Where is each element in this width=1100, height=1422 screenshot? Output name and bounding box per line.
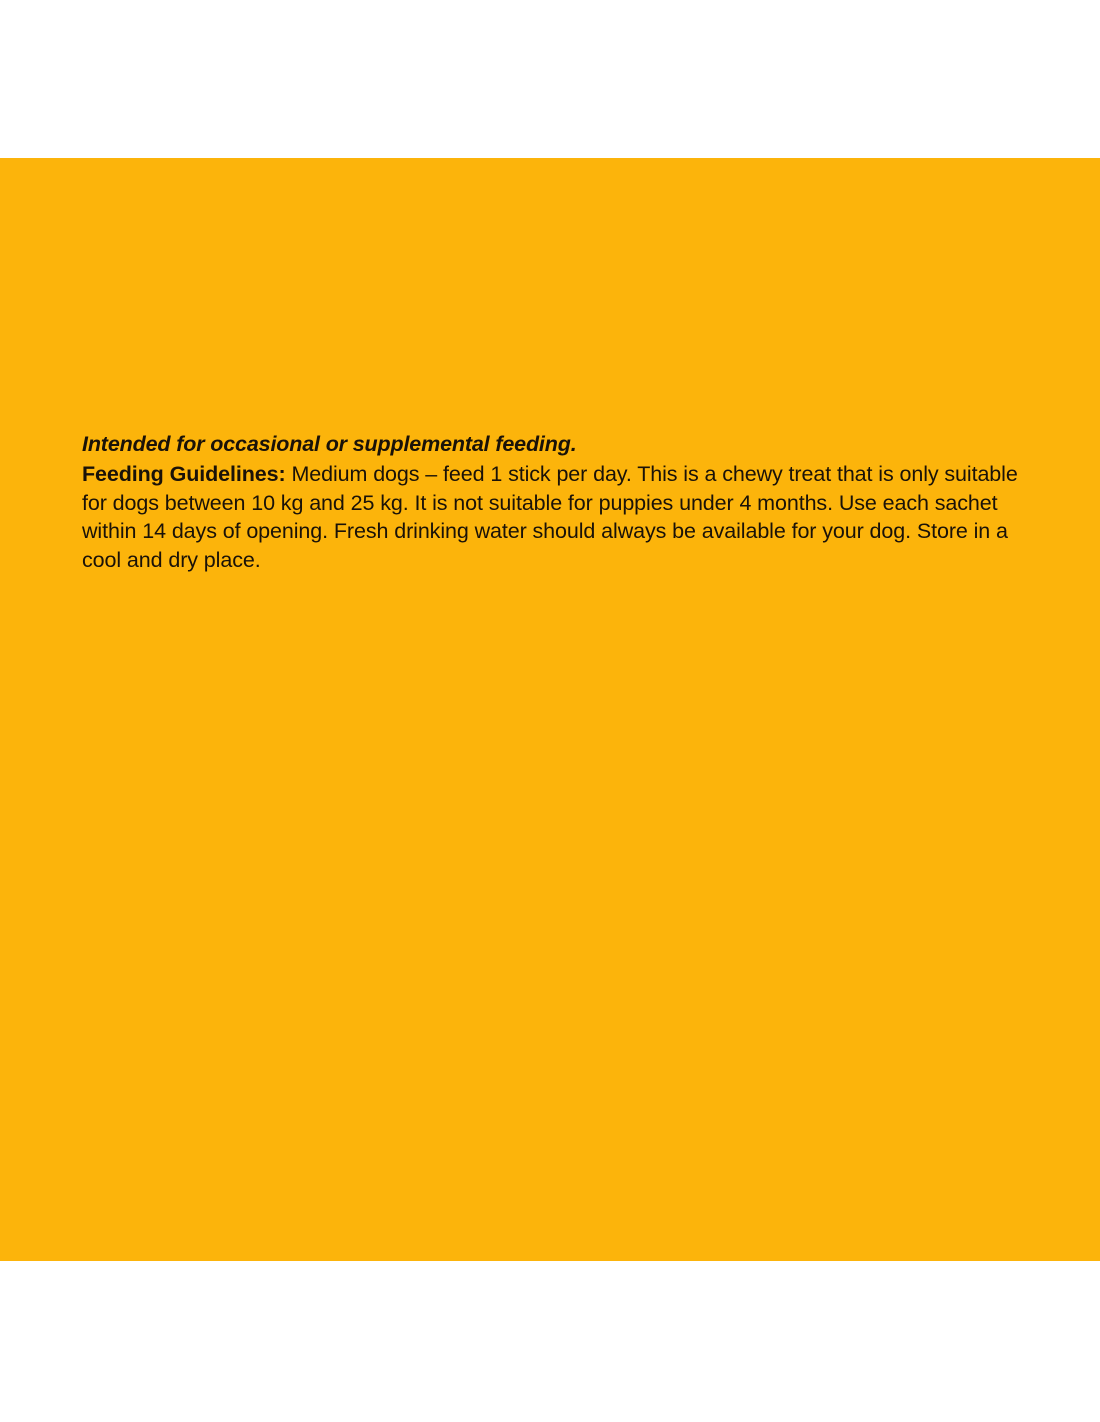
intended-use-headline: Intended for occasional or supplemental feeding. [82,432,577,456]
yellow-background-panel [0,158,1100,1261]
feeding-guidelines-label: Feeding Guidelines: [82,462,286,486]
feeding-guidelines-paragraph [82,460,1022,574]
feeding-guidelines-text: Medium dogs – feed 1 stick per day. This is a chewy treat that is only suitable for dogs between 10 kg and 25 kg. It is not suitable for puppies under 4 months. Use each sachet within 14 days of opening. Fresh drinking water should always be available for your dog. Store in a cool and dry place. [82,462,1018,572]
feeding-information-block [82,430,1022,574]
